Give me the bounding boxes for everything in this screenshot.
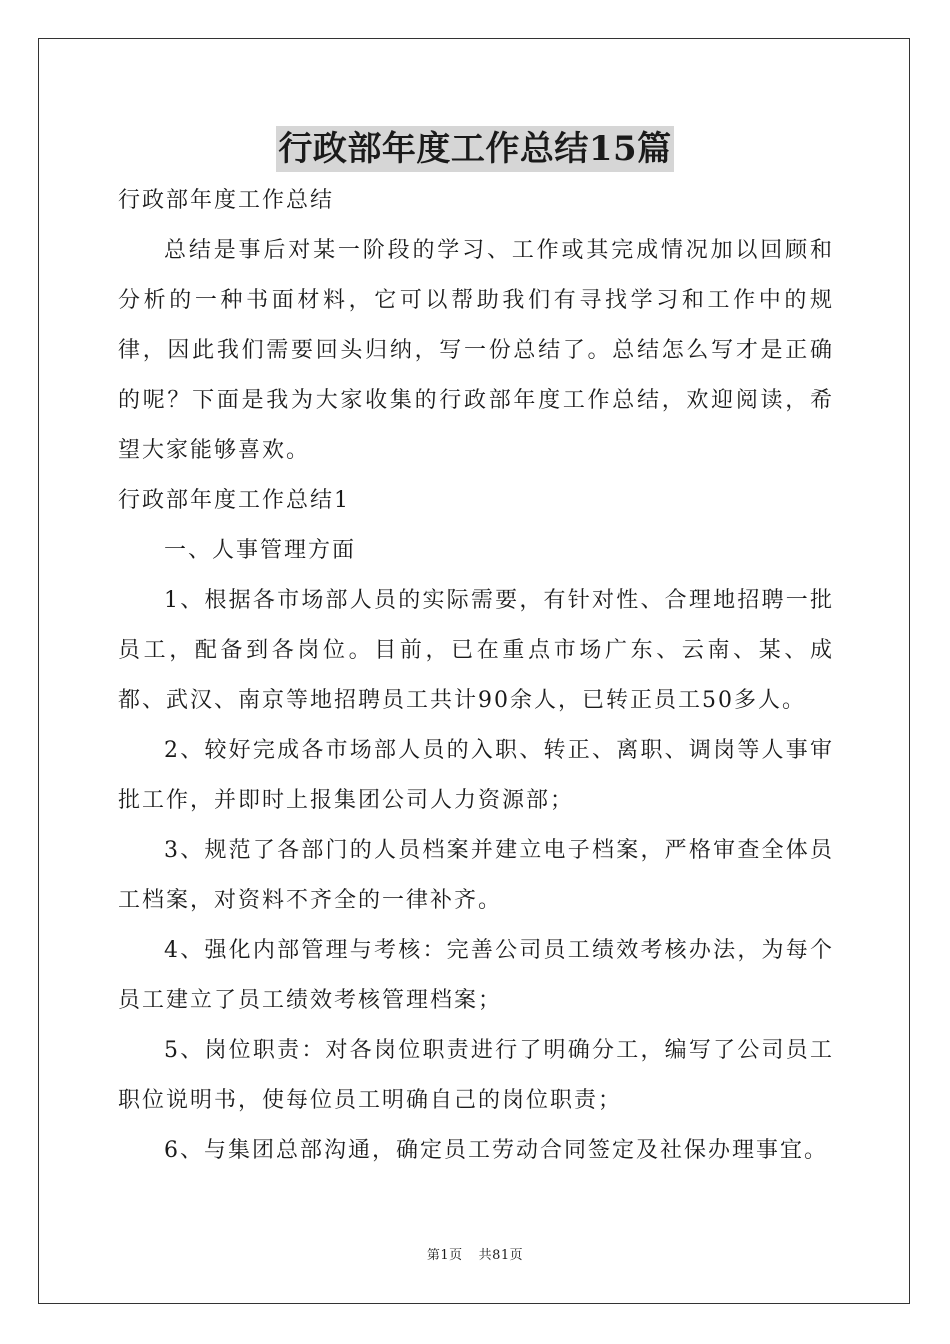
list-item: 6、与集团总部沟通，确定员工劳动合同签定及社保办理事宜。 [164, 1138, 828, 1163]
document-body [118, 176, 834, 1176]
list-item: 4、强化内部管理与考核：完善公司员工绩效考核办法，为每个员工建立了员工绩效考核管理档案； [118, 938, 834, 1013]
list-item: 2、较好完成各市场部人员的入职、转正、离职、调岗等人事审批工作，并即时上报集团公司人力资源部； [118, 738, 834, 813]
intro-heading: 行政部年度工作总结 [118, 188, 335, 213]
page-footer [0, 1247, 950, 1265]
document-title: 行政部年度工作总结15篇 [276, 126, 673, 172]
page-total: 共81页 [478, 1248, 524, 1263]
intro-paragraph: 总结是事后对某一阶段的学习、工作或其完成情况加以回顾和分析的一种书面材料，它可以帮助我们有寻找学习和工作中的规律，因此我们需要回头归纳，写一份总结了。总结怎么写才是正确的呢？下面是我为大家收集的行政部年度工作总结，欢迎阅读，希望大家能够喜欢。 [118, 238, 834, 463]
page-number: 第1页 [426, 1248, 463, 1263]
list-item: 3、规范了各部门的人员档案并建立电子档案，严格审查全体员工档案，对资料不齐全的一律补齐。 [118, 838, 834, 913]
title-block [0, 126, 950, 172]
section-heading: 行政部年度工作总结1 [118, 488, 350, 513]
list-item: 5、岗位职责：对各岗位职责进行了明确分工，编写了公司员工职位说明书，使每位员工明确自己的岗位职责； [118, 1038, 834, 1113]
subsection-heading: 一、人事管理方面 [164, 538, 357, 563]
list-item: 1、根据各市场部人员的实际需要，有针对性、合理地招聘一批员工，配备到各岗位。目前，已在重点市场广东、云南、某、成都、武汉、南京等地招聘员工共计90余人，已转正员工50多人。 [118, 588, 834, 713]
